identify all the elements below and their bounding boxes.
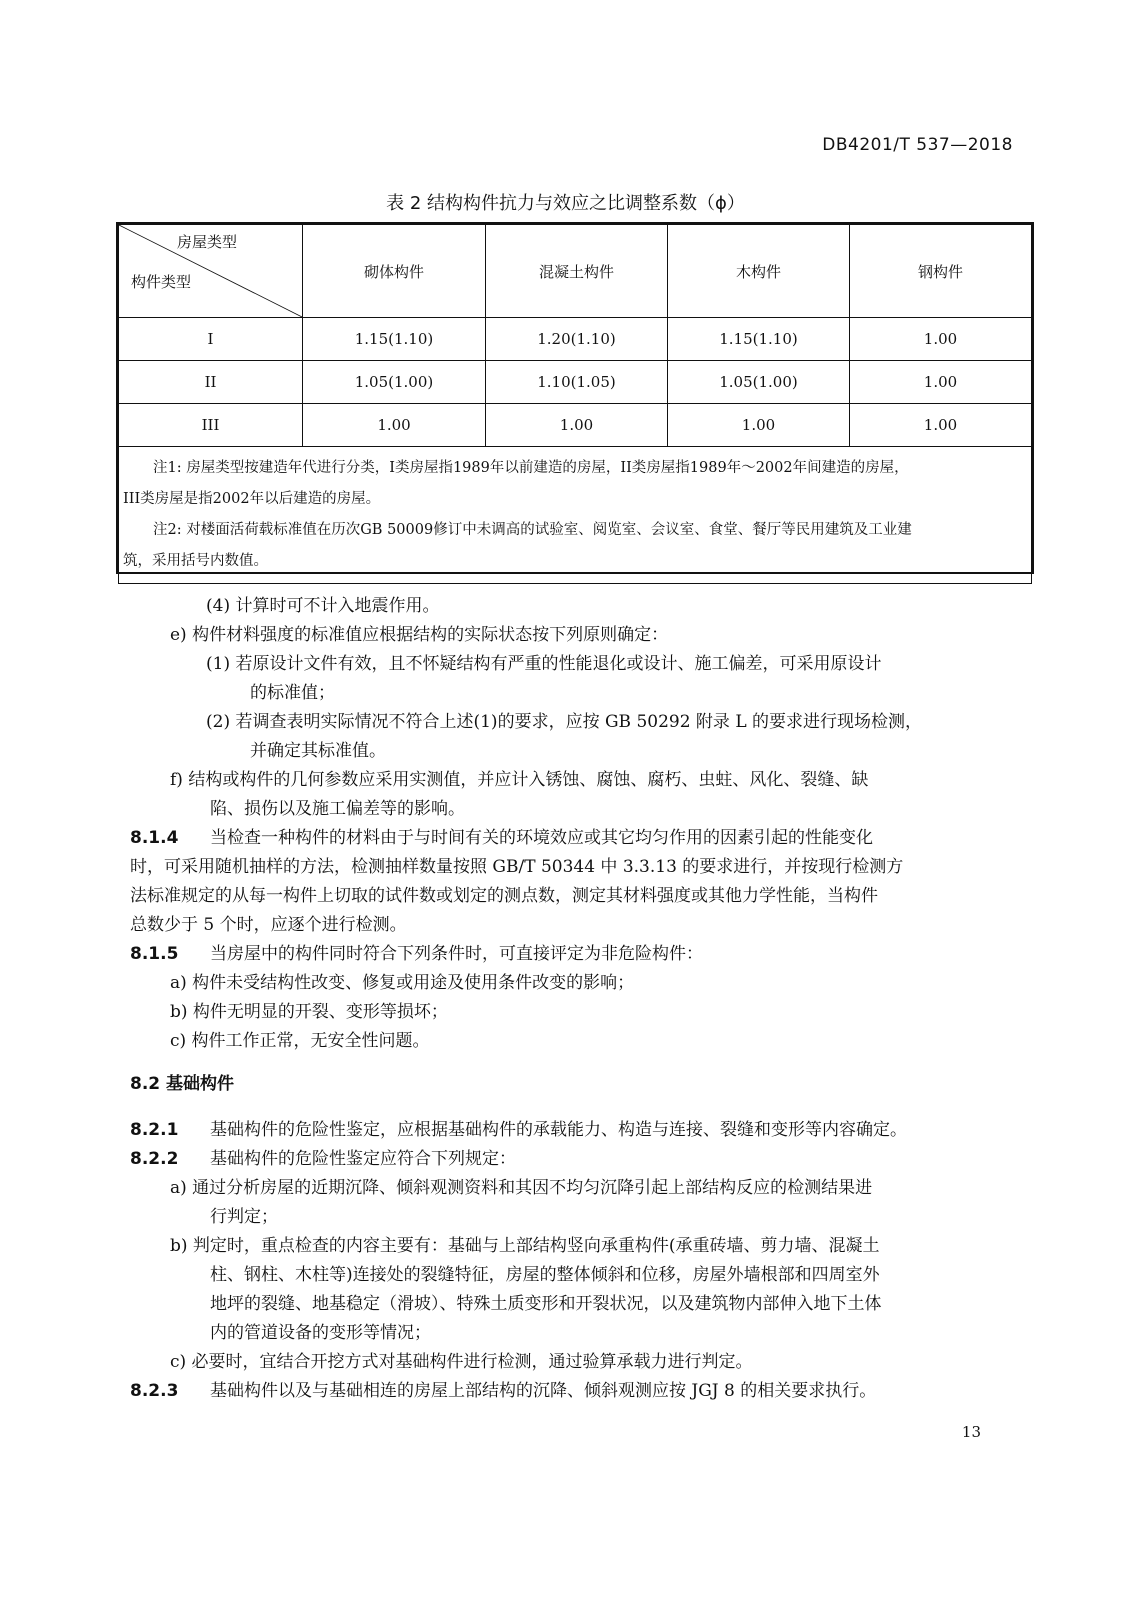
- table-cell: 1.15(1.10): [303, 318, 486, 361]
- table-row: [119, 404, 1032, 447]
- table-cell: 1.00: [303, 404, 486, 447]
- list-item: c) 必要时，宜结合开挖方式对基础构件进行检测，通过验算承载力进行判定。: [170, 1352, 753, 1372]
- paragraph-line: 当检查一种构件的材料由于与时间有关的环境效应或其它均匀作用的因素引起的性能变化: [210, 828, 873, 848]
- note-2-line-2: 筑，采用括号内数值。: [123, 553, 268, 569]
- clause-number: 8.2.2: [130, 1149, 179, 1169]
- note-1-line-1: 注1: 房屋类型按建造年代进行分类，I类房屋指1989年以前建造的房屋，II类房屋指1989年～2002年间建造的房屋，: [153, 460, 909, 476]
- table-cell: 1.00: [486, 404, 668, 447]
- list-item: a) 构件未受结构性改变、修复或用途及使用条件改变的影响；: [170, 973, 635, 993]
- paragraph-line: 基础构件的危险性鉴定，应根据基础构件的承载能力、构造与连接、裂缝和变形等内容确定。: [210, 1120, 907, 1140]
- table-header-row: [119, 225, 1032, 318]
- table-row: [119, 318, 1032, 361]
- list-item-continuation: 的标准值；: [250, 683, 335, 703]
- header-house-type: 房屋类型: [177, 233, 238, 251]
- list-item-continuation: 行判定；: [210, 1207, 278, 1227]
- list-item: (2) 若调查表明实际情况不符合上述(1)的要求，应按 GB 50292 附录 L 的要求进行现场检测，: [206, 712, 923, 732]
- table-cell: 1.05(1.00): [303, 361, 486, 404]
- coefficient-table: [116, 222, 1034, 574]
- clause-number: 8.1.4: [130, 828, 179, 848]
- list-item-continuation: 柱、钢柱、木柱等)连接处的裂缝特征，房屋的整体倾斜和位移，房屋外墙根部和四周室外: [210, 1265, 880, 1285]
- list-item: c) 构件工作正常，无安全性问题。: [170, 1031, 430, 1051]
- list-item-continuation: 内的管道设备的变形等情况；: [210, 1323, 431, 1343]
- list-item: f) 结构或构件的几何参数应采用实测值，并应计入锈蚀、腐蚀、腐朽、虫蛀、风化、裂缝、缺: [170, 770, 869, 790]
- table-cell: 1.00: [849, 404, 1031, 447]
- paragraph-line: 时，可采用随机抽样的方法，检测抽样数量按照 GB/T 50344 中 3.3.13 的要求进行，并按现行检测方: [130, 857, 904, 877]
- note-1-line-2: III类房屋是指2002年以后建造的房屋。: [123, 491, 381, 507]
- table-cell: 1.10(1.05): [486, 361, 668, 404]
- table-row: [119, 361, 1032, 404]
- list-item-continuation: 陷、损伤以及施工偏差等的影响。: [210, 799, 465, 819]
- document-code: DB4201/T 537—2018: [822, 135, 1013, 155]
- paragraph-line: 当房屋中的构件同时符合下列条件时，可直接评定为非危险构件：: [210, 944, 703, 964]
- table-cell: 1.00: [668, 404, 850, 447]
- paragraph-line: 总数少于 5 个时，应逐个进行检测。: [130, 915, 407, 935]
- list-item-continuation: 并确定其标准值。: [250, 741, 386, 761]
- table-cell: 1.05(1.00): [668, 361, 850, 404]
- column-header: 木构件: [668, 225, 850, 318]
- row-type: III: [119, 404, 303, 447]
- table-notes-row: [119, 447, 1032, 584]
- table-cell: 1.00: [849, 318, 1031, 361]
- list-item: a) 通过分析房屋的近期沉降、倾斜观测资料和其因不均匀沉降引起上部结构反应的检测结果进: [170, 1178, 873, 1198]
- clause-number: 8.1.5: [130, 944, 179, 964]
- column-header: 钢构件: [849, 225, 1031, 318]
- clause-number: 8.2.3: [130, 1381, 179, 1401]
- list-item: b) 判定时，重点检查的内容主要有：基础与上部结构竖向承重构件(承重砖墙、剪力墙、混凝土: [170, 1236, 880, 1256]
- column-header: 混凝土构件: [486, 225, 668, 318]
- clause-number: 8.2.1: [130, 1120, 179, 1140]
- table-notes: [119, 447, 1032, 584]
- column-header: 砌体构件: [303, 225, 486, 318]
- paragraph-line: 法标准规定的从每一构件上切取的试件数或划定的测点数，测定其材料强度或其他力学性能，当构件: [130, 886, 878, 906]
- page-number: 13: [961, 1423, 981, 1441]
- list-item: e) 构件材料强度的标准值应根据结构的实际状态按下列原则确定：: [170, 625, 669, 645]
- list-item: (1) 若原设计文件有效，且不怀疑结构有严重的性能退化或设计、施工偏差，可采用原设计: [206, 654, 882, 674]
- header-component-type: 构件类型: [131, 273, 192, 291]
- diagonal-header-cell: [119, 225, 303, 318]
- table-caption: 表 2 结构构件抗力与效应之比调整系数（ϕ）: [386, 193, 745, 214]
- table-cell: 1.00: [849, 361, 1031, 404]
- table-cell: 1.15(1.10): [668, 318, 850, 361]
- list-item: b) 构件无明显的开裂、变形等损坏；: [170, 1002, 448, 1022]
- table-cell: 1.20(1.10): [486, 318, 668, 361]
- section-heading: 8.2 基础构件: [130, 1074, 235, 1094]
- row-type: II: [119, 361, 303, 404]
- paragraph-line: 基础构件的危险性鉴定应符合下列规定：: [210, 1149, 516, 1169]
- paragraph-line: 基础构件以及与基础相连的房屋上部结构的沉降、倾斜观测应按 JGJ 8 的相关要求执行。: [210, 1381, 877, 1401]
- list-item: (4) 计算时可不计入地震作用。: [206, 596, 440, 616]
- row-type: I: [119, 318, 303, 361]
- list-item-continuation: 地坪的裂缝、地基稳定（滑坡）、特殊土质变形和开裂状况，以及建筑物内部伸入地下土体: [210, 1294, 882, 1314]
- note-2-line-1: 注2: 对楼面活荷载标准值在历次GB 50009修订中未调高的试验室、阅览室、会议室、食堂、餐厅等民用建筑及工业建: [153, 522, 912, 538]
